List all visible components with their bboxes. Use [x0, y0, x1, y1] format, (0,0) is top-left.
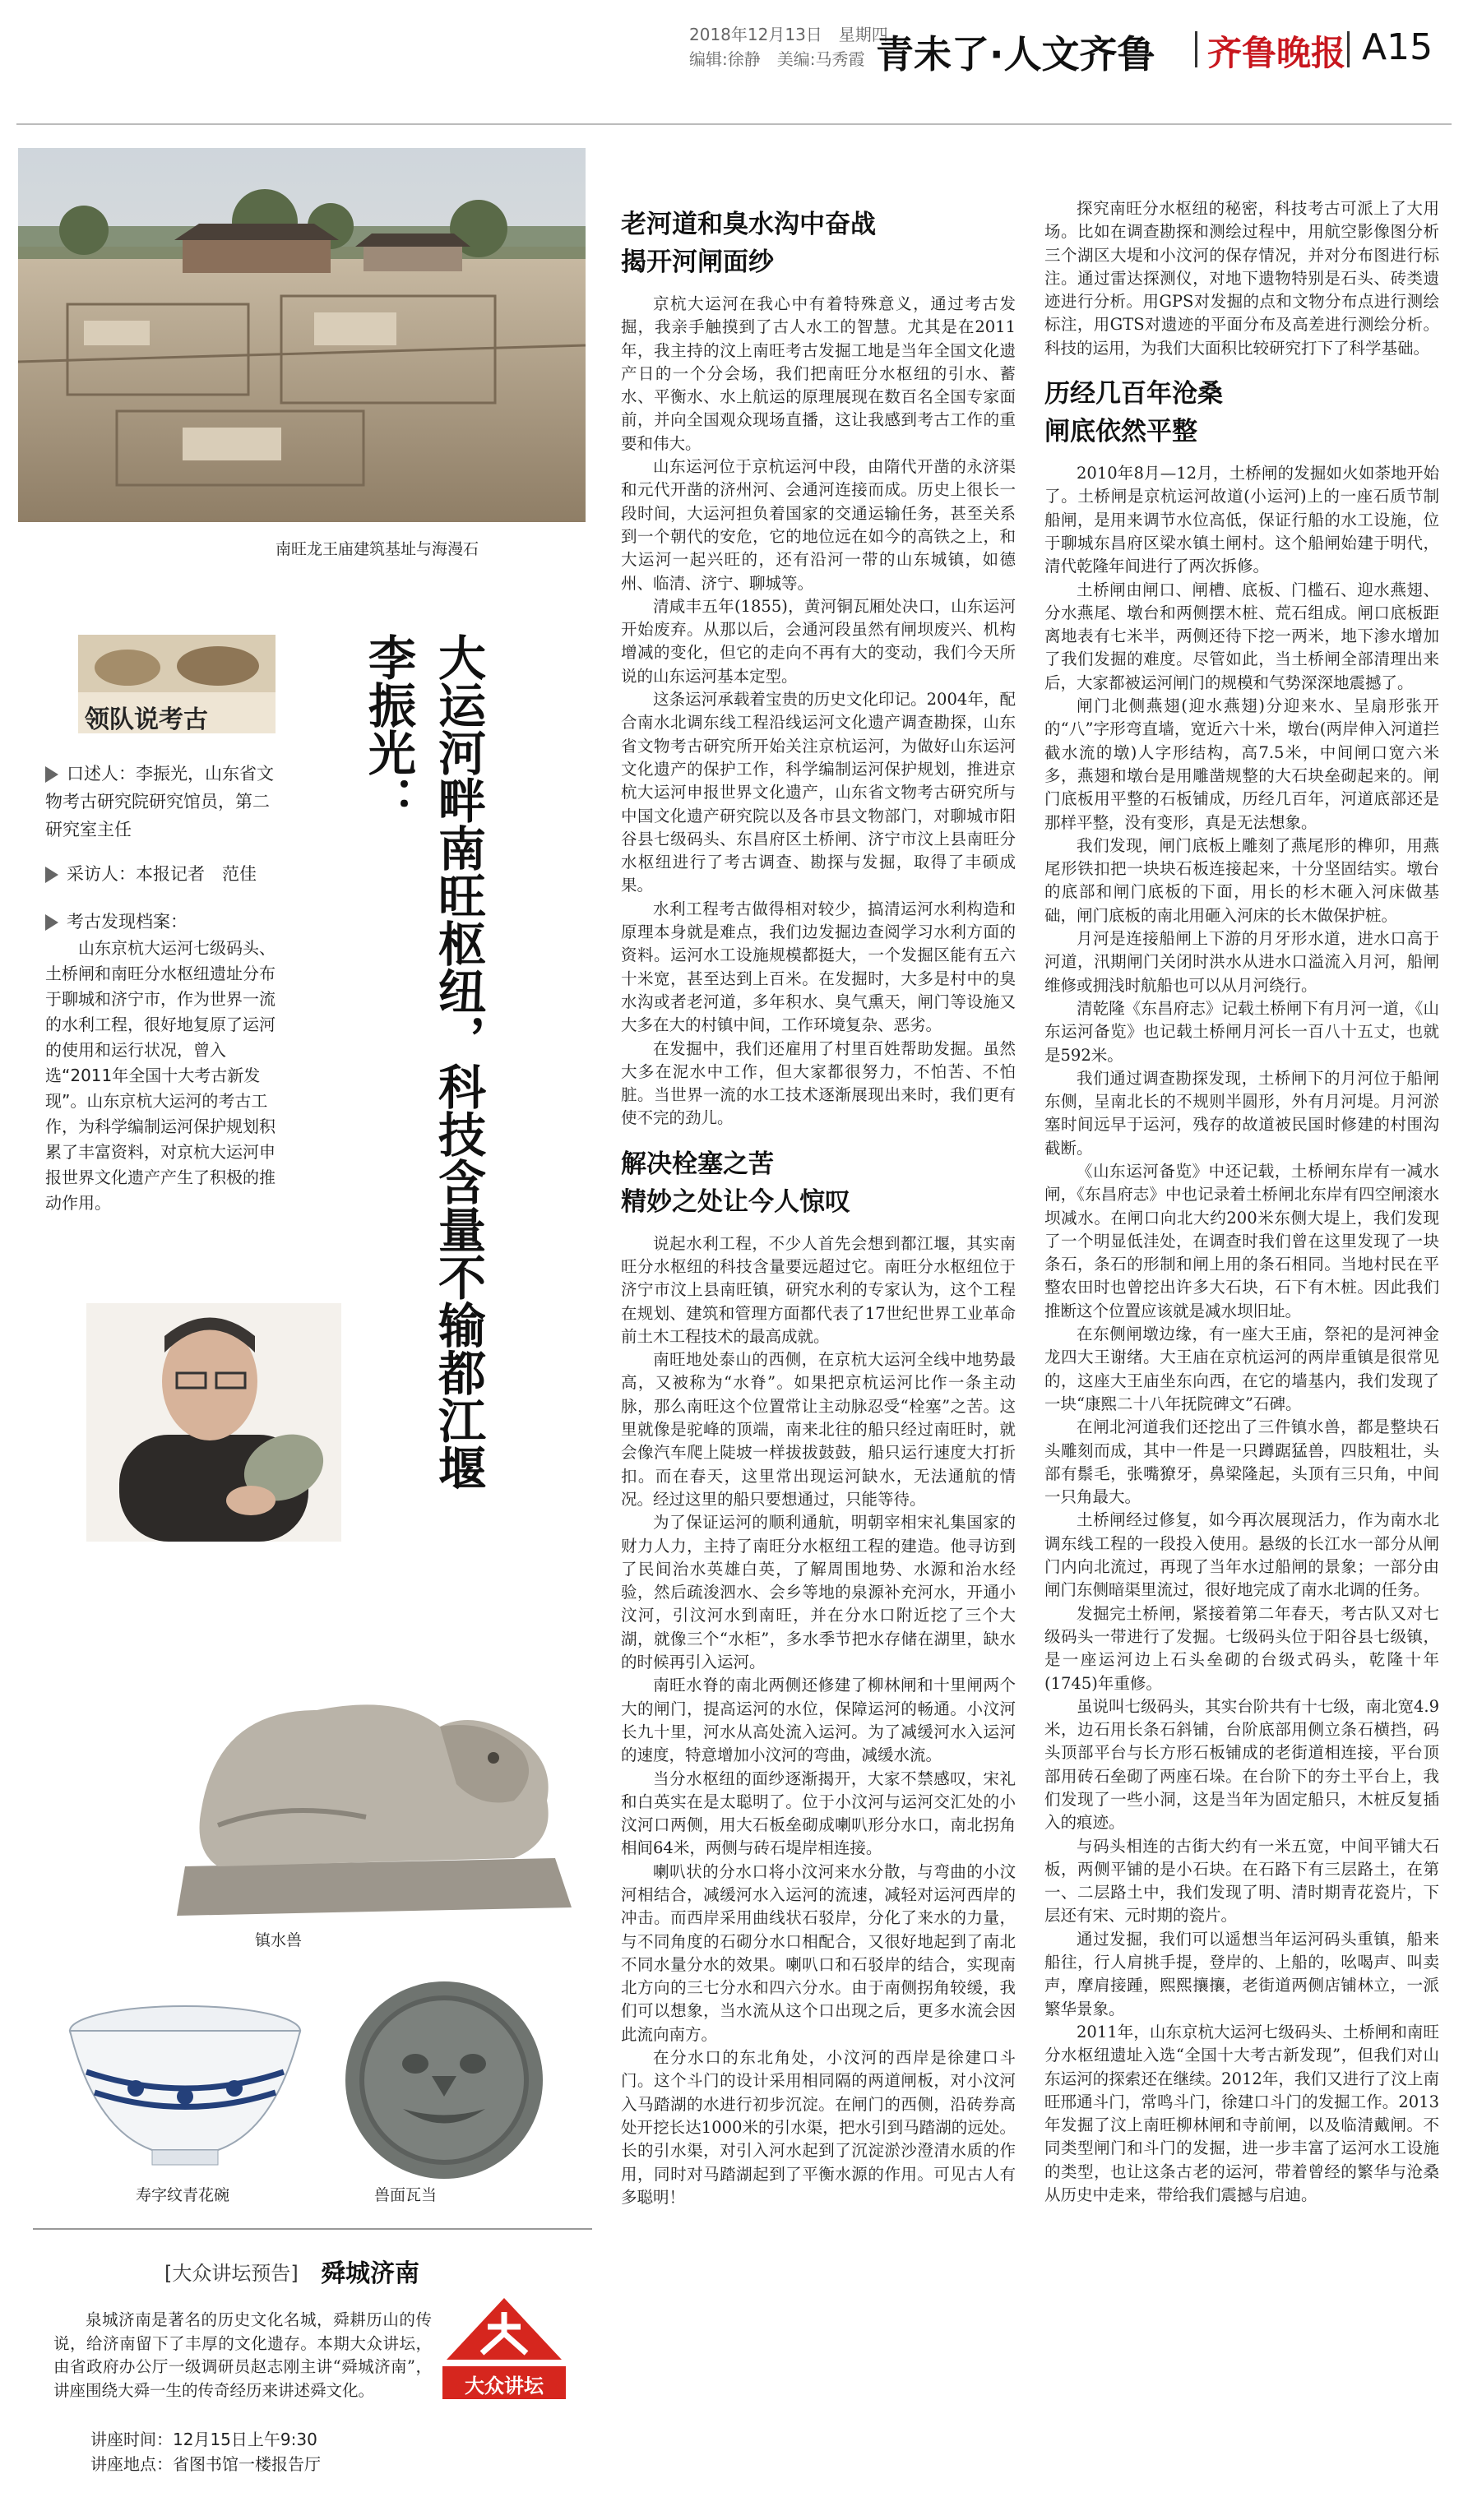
paragraph: 说起水利工程，不少人首先会想到都江堰，其实南旺分水枢纽的科技含量要远超过它。南旺分水枢纽位于济宁市汶上县南旺镇，研究水利的专家认为，这个工程在规划、建筑和管理方面都代表了17世纪世界工业革命前土木工程技术的最高成就。: [621, 1233, 1016, 1346]
profile-text: 山东京杭大运河七级码头、土桥闸和南旺分水枢纽遗址分布于聊城和济宁市，作为世界一流的水利工程，很好地复原了运河的使用和运行状况，曾入选“2011年全国十大考古新发现”。山东京杭大运河的考古工作，为科学编制运河保护规划积累了丰富资料，对京杭大运河申报世界文化遗产产生了积极的推动作用。: [45, 938, 276, 1213]
lecture-place: 讲座地点：省图书馆一楼报告厅: [90, 2454, 321, 2474]
paragraph: 通过发掘，我们可以遥想当年运河码头重镇，船来船往，行人肩挑手提，登岸的、上船的，吆喝声、叫卖声，摩肩接踵，熙熙攘攘，老街道两侧店铺林立，一派繁华景象。: [1044, 1929, 1439, 2018]
section2-continued: [1044, 197, 1439, 360]
paragraph: 喇叭状的分水口将小汶河来水分散，与弯曲的小汶河相结合，减缓河水入运河的流速，减轻对运河西岸的冲击。而西岸采用曲线状石驳岸，分化了来水的力量，与不同角度的石砌分水口相配合，又很好地起到了南北不同水量分水的效果。喇叭口和石驳岸的结合，实现南北方向的三七分水和四六分水。由于南侧拐角较缓，我们可以想象，当水流从这个口出现之后，更多水流会因此流向南方。: [621, 1861, 1016, 2044]
lecture-tag: [大众讲坛预告]: [164, 2262, 299, 2285]
paragraph: 闸门北侧燕翅(迎水燕翅)分迎来水、呈扇形张开的“八”字形弯直墙，宽近六十米，墩台(两岸伸入河道拦截水流的墩)人字形结构，高7.5米，中间闸口宽六米多，燕翅和墩台是用雕凿规整的大石块垒砌起来的。闸门底板用平整的石板铺成，历经几百年，河道底部还是那样平整，没有变形，真是无法想象。: [1044, 696, 1439, 832]
section1-heading: [621, 206, 1016, 281]
column-badge-label: 领队说考古: [85, 705, 208, 734]
article-column-2: [1044, 197, 1439, 2207]
paragraph: 水利工程考古做得相对较少，搞清运河水利构造和原理本身就是难点，我们边发掘边查阅学习水利方面的资料。运河水工设施规模都挺大，一个发掘区能有五六十米宽，甚至达到上百米。在发掘时，大多是村中的臭水沟或者老河道，多年积水、臭气熏天，闸门等设施又大多在大的村镇中间，工作环境复杂、恶劣。: [621, 899, 1016, 1035]
bullet-icon: [45, 766, 58, 783]
section-title: 青未了·人文齐鲁: [876, 32, 1155, 76]
section2-heading-line2: 精妙之处让今人惊叹: [621, 1186, 850, 1217]
paragraph: 发掘完土桥闸，紧接着第二年春天，考古队又对七级码头一带进行了发掘。七级码头位于阳谷县七级镇，是一座运河边上石头垒砌的台级式码头，乾隆十年(1745)年重修。: [1044, 1603, 1439, 1693]
beast-caption: 镇水兽: [255, 1931, 303, 1949]
lecture-body: 泉城济南是著名的历史文化名城，舜耕历山的传说，给济南留下了丰厚的文化遗存。本期大众讲坛，由省政府办公厅一级调研员赵志刚主讲“舜城济南”，讲座围绕大舜一生的传奇经历来讲述舜文化。: [53, 2310, 432, 2400]
portrait-photo: [86, 1303, 341, 1542]
top-rule: [16, 123, 1452, 125]
badge-illustration-icon: [78, 635, 276, 692]
paragraph: 为了保证运河的顺利通航，明朝宰相宋礼集国家的财力人力，主持了南旺分水枢纽工程的建造。他寻访到了民间治水英雄白英，了解周围地势、水源和治水经验，然后疏浚泗水、会乡等地的泉源补充河水，开通小汶河，引汶河水到南旺，并在分水口附近挖了三个大湖，就像三个“水柜”，多水季节把水存储在湖里，缺水的时候再引入运河。: [621, 1513, 1016, 1672]
paragraph: 在东侧闸墩边缘，有一座大王庙，祭祀的是河神金龙四大王谢绪。大王庙在京杭运河的两岸重镇是很常见的，这座大王庙坐东向西，在它的墙基内，我们发现了一块“康熙二十八年抚院碑文”石碑。: [1044, 1325, 1439, 1413]
paragraph: 探究南旺分水枢纽的秘密，科技考古可派上了大用场。比如在调查勘探和测绘过程中，用航空影像图分析三个湖区大堤和小汶河的保存情况，并对分布图进行标注。通过雷达探测仪，对地下遗物特别是石头、砖类遗迹进行分析。用GPS对发掘的点和文物分布点进行测绘标注，用GTS对遗迹的平面分布及高差进行测绘分析。科技的运用，为我们大面积比较研究打下了科学基础。: [1044, 199, 1439, 358]
section3-heading: [1044, 375, 1439, 451]
paragraph: 在发掘中，我们还雇用了村里百姓帮助发掘。虽然大多在泥水中工作，但大家都很努力，不怕苦、不怕脏。当世界一流的水工技术逐渐展现出来时，我们更有使不完的劲儿。: [621, 1038, 1016, 1128]
section1-heading-line2: 揭开河闸面纱: [621, 247, 774, 277]
byline-profile: 考古发现档案： 山东京杭大运河七级码头、土桥闸和南旺分水枢纽遗址分布于聊城和济宁市，作为世界一流的水利工程，很好地复原了运河的使用和运行状况，曾入选“2011年全国十大考古新发现”。山东京杭大运河的考古工作，为科学编制运河保护规划积累了丰富资料，对京杭大运河申报世界文化遗产产生了积极的推动作用。: [45, 908, 284, 1216]
section1-heading-line1: 老河道和臭水沟中奋战: [621, 210, 876, 239]
paragraph: 2011年，山东京杭大运河七级码头、土桥闸和南旺分水枢纽遗址入选“全国十大考古新发现”，但我们对山东运河的探索还在继续。2012年，我们又进行了汶上南旺邢通斗门，常鸣斗门，徐建口斗门的发掘工作。2013年发掘了汶上南旺柳林闸和寺前闸，以及临清戴闸。不同类型闸门和斗门的发掘，进一步丰富了运河水工设施的类型，也让这条古老的运河，带着曾经的繁华与沧桑从历史中走来，带给我们震撼与启迪。: [1044, 2022, 1439, 2205]
paragraph: 与码头相连的古街大约有一米五宽，中间平铺大石板，两侧平铺的是小石块。在石路下有三层路土，在第一、二层路土中，我们发现了明、清时期青花瓷片，下层还有宋、元时期的瓷片。: [1044, 1836, 1439, 1926]
excavation-photo: [18, 148, 586, 522]
paragraph: 虽说叫七级码头，其实台阶共有十七级，南北宽4.9米，边石用长条石斜铺，台阶底部用侧立条石横挡，码头顶部平台与长方形石板铺成的老街道相连接，平台顶部用砖石垒砌了两座石垛。在台阶下的夯土平台上，我们发现了一些小洞，这是当年为固定船只，木桩反复插入的痕迹。: [1044, 1696, 1439, 1833]
paragraph: 《山东运河备览》中还记载，土桥闸东岸有一减水闸，《东昌府志》中也记录着土桥闸北东岸有四空闸滚水坝减水。在闸口向北大约200米东侧大堤上，我们发现了一个明显低洼处，在调查时我们曾在这里发现了一块条石，条石的形制和闸上用的条石相同。当地村民在平整农田时也曾挖出许多大石块，石下有木桩。因此我们推断这个位置应该就是减水坝旧址。: [1044, 1161, 1439, 1320]
paragraph: 在分水口的东北角处，小汶河的西岸是徐建口斗门。这个斗门的设计采用相同隔的两道闸板，对小汶河入马踏湖的水进行初步沉淀。在闸门的西侧，沿砖券高处开挖长达1000米的引水渠，把水引到马踏湖的远处。长的引水渠，对引入河水起到了沉淀淤沙澄清水质的作用，同时对马踏湖起到了平衡水源的作用。可见古人有多聪明！: [621, 2048, 1016, 2207]
newspaper-logo: 齐鲁晚报: [1207, 33, 1346, 73]
section3-body: [1044, 462, 1439, 2207]
paragraph: 土桥闸由闸口、闸槽、底板、门槛石、迎水燕翅、分水燕尾、墩台和两侧摆木桩、荒石组成。闸口底板距离地表有七米半，两侧还待下挖一两米，地下渗水增加了我们发掘的难度。尽管如此，当土桥闸全部清理出来后，大家都被运河闸门的规模和气势深深地震撼了。: [1044, 580, 1439, 692]
column-badge: [78, 635, 276, 733]
paragraph: 月河是连接船闸上下游的月牙形水道，进水口高于河道，汛期闸门关闭时洪水从进水口溢流入月河，船闸维修或拥浅时航船也可以从月河绕行。: [1044, 929, 1439, 995]
paragraph: 山东运河位于京杭运河中段，由隋代开凿的永济渠和元代开凿的济州河、会通河连接而成。历史上很长一段时间，大运河担负着国家的交通运输任务，甚至关系到一个朝代的安危，它的地位远在如今的高铁之上，和大运河一起兴旺的，还有沿河一带的山东城镇，如德州、临清、济宁、聊城等。: [621, 457, 1016, 593]
tile-caption: 兽面瓦当: [374, 2186, 438, 2204]
paragraph: 南旺水脊的南北两侧还修建了柳林闸和十里闸两个大的闸门，提高运河的水位，保障运河的畅通。小汶河长九十里，河水从高处流入运河。为了减缓河水入运河的速度，特意增加小汶河的弯曲，减缓水流。: [621, 1676, 1016, 1765]
bullet-icon: [45, 867, 58, 883]
bullet-icon: [45, 914, 58, 931]
page-number: A15: [1362, 26, 1433, 68]
lecture-logo: [442, 2294, 566, 2401]
header-divider: [1195, 31, 1197, 67]
paragraph: 我们发现，闸门底板上雕刻了燕尾形的榫卯，用燕尾形铁扣把一块块石板连接起来，十分坚固结实。墩台的底部和闸门底板的下面，用长的杉木砸入河床做基础，闸门底板的南北用砸入河床的长木做保护桩。: [1044, 835, 1439, 925]
header-weekday: 星期四: [838, 25, 888, 44]
section2-heading-line1: 解决栓塞之苦: [621, 1149, 774, 1179]
header-divider: [1347, 31, 1350, 67]
paragraph: 土桥闸经过修复，如今再次展现活力，作为南水北调东线工程的一段投入使用。悬级的长江水一部分从闸门内向北流过，再现了当年水过船闸的景象；一部分由闸门东侧暗渠里流过，很好地完成了南水北调的任务。: [1044, 1510, 1439, 1600]
paragraph: 京杭大运河在我心中有着特殊意义，通过考古发掘，我亲手触摸到了古人水工的智慧。尤其是在2011年，我主持的汶上南旺考古发掘工地是当年全国文化遗产日的一个分会场，我们把南旺分水枢纽的引水、蓄水、平衡水、水上航运的原理展现在数百名全国专家面前，并向全国观众现场直播，这让我感到考古工作的重要和伟大。: [621, 294, 1016, 453]
paragraph: 这条运河承载着宝贵的历史文化印记。2004年，配合南水北调东线工程沿线运河文化遗产调查勘探，山东省文物考古研究所开始关注京杭运河，为做好山东运河文化遗产的保护工作，科学编制运河保护规划，推进京杭大运河申报世界文化遗产，山东省文物考古研究所与中国文化遗产研究院以及各市县文物部门，对聊城市阳谷县七级码头、东昌府区土桥闸、济宁市汶上县南旺分水枢纽进行了考古调查、勘探与发掘，取得了丰硕成果。: [621, 690, 1016, 895]
section2-heading: [621, 1145, 1016, 1221]
paragraph: 清乾隆《东昌府志》记载土桥闸下有月河一道，《山东运河备览》也记载土桥闸月河长一百八十五丈，也就是592米。: [1044, 998, 1439, 1065]
lecture-logo-text: 大众讲坛: [465, 2374, 544, 2397]
headline-title: 大运河畔南旺枢纽，科技含量不输都江堰: [430, 633, 486, 1491]
photo-caption: 南旺龙王庙建筑基址与海漫石: [276, 540, 479, 558]
tile-photo: [325, 1973, 563, 2191]
article-column-1: [621, 206, 1016, 2209]
beast-photo: [169, 1661, 580, 1924]
section1-body: [621, 293, 1016, 1131]
paragraph: 在闸北河道我们还挖出了三件镇水兽，都是整块石头雕刻而成，其中一件是一只蹲踞猛兽，四肢粗壮，头部有鬃毛，张嘴獠牙，鼻梁隆起，头顶有三只角，中间一只角最大。: [1044, 1417, 1439, 1507]
paragraph: 南旺地处泰山的西侧，在京杭大运河全线中地势最高，又被称为“水脊”。如果把京杭运河比作一条主动脉，那么南旺这个位置常让主动脉忍受“栓塞”之苦。这里就像是驼峰的顶端，南来北往的船只经过南旺时，就会像汽车爬上陡坡一样拔拔鼓鼓，船只运行速度大打折扣。而在春天，这里常出现运河缺水，无法通航的情况。经过这里的船只要想通过，只能等待。: [621, 1350, 1016, 1509]
paragraph: 清咸丰五年(1855)，黄河铜瓦厢处决口，山东运河开始废弃。从那以后，会通河段虽然有闸坝废兴、机构增减的变化，但它的走向不再有大的变动，我们今天所说的山东运河基本定型。: [621, 596, 1016, 686]
lecture-title: 舜城济南: [321, 2259, 419, 2288]
lecture-rule: [33, 2228, 592, 2230]
section3-heading-line2: 闸底依然平整: [1044, 417, 1197, 447]
section2-body: [621, 1232, 1016, 2209]
paragraph: 2010年8月—12月，土桥闸的发掘如火如荼地开始了。土桥闸是京杭运河故道(小运河)上的一座石质节制船闸，是用来调节水位高低，保证行船的水工设施，位于聊城东昌府区梁水镇土闸村。这个船闸始建于明代，清代乾隆年间进行了两次拆修。: [1044, 464, 1439, 576]
header-editors: 编辑:徐静 美编:马秀霞: [689, 49, 865, 69]
byline-interviewer: 采访人：本报记者 范佳: [45, 860, 292, 888]
section3-heading-line1: 历经几百年沧桑: [1044, 379, 1223, 409]
header-date-line: [689, 23, 888, 46]
byline-narrator: 口述人：李振光，山东省文物考古研究院研究馆员，第二研究室主任: [45, 764, 274, 839]
bowl-photo: [62, 1998, 308, 2175]
paragraph: 当分水枢纽的面纱逐渐揭开，大家不禁感叹，宋礼和白英实在是太聪明了。位于小汶河与运河交汇处的小汶河口两侧，用大石板垒砌成喇叭形分水口，南北拐角相间64米，两侧与砖石堤岸相连接。: [621, 1769, 1016, 1858]
headline-person: 李振光：: [360, 633, 416, 824]
paragraph: 我们通过调查勘探发现，土桥闸下的月河位于船闸东侧，呈南北长的不规则半圆形，外有月河堤。月河淤塞时间远早于运河，残存的故道被民国时修建的村围沟截断。: [1044, 1068, 1439, 1158]
lecture-time: 讲座时间：12月15日上午9:30: [90, 2430, 317, 2449]
header-date: 2018年12月13日: [689, 25, 822, 44]
bowl-caption: 寿字纹青花碗: [136, 2186, 230, 2204]
